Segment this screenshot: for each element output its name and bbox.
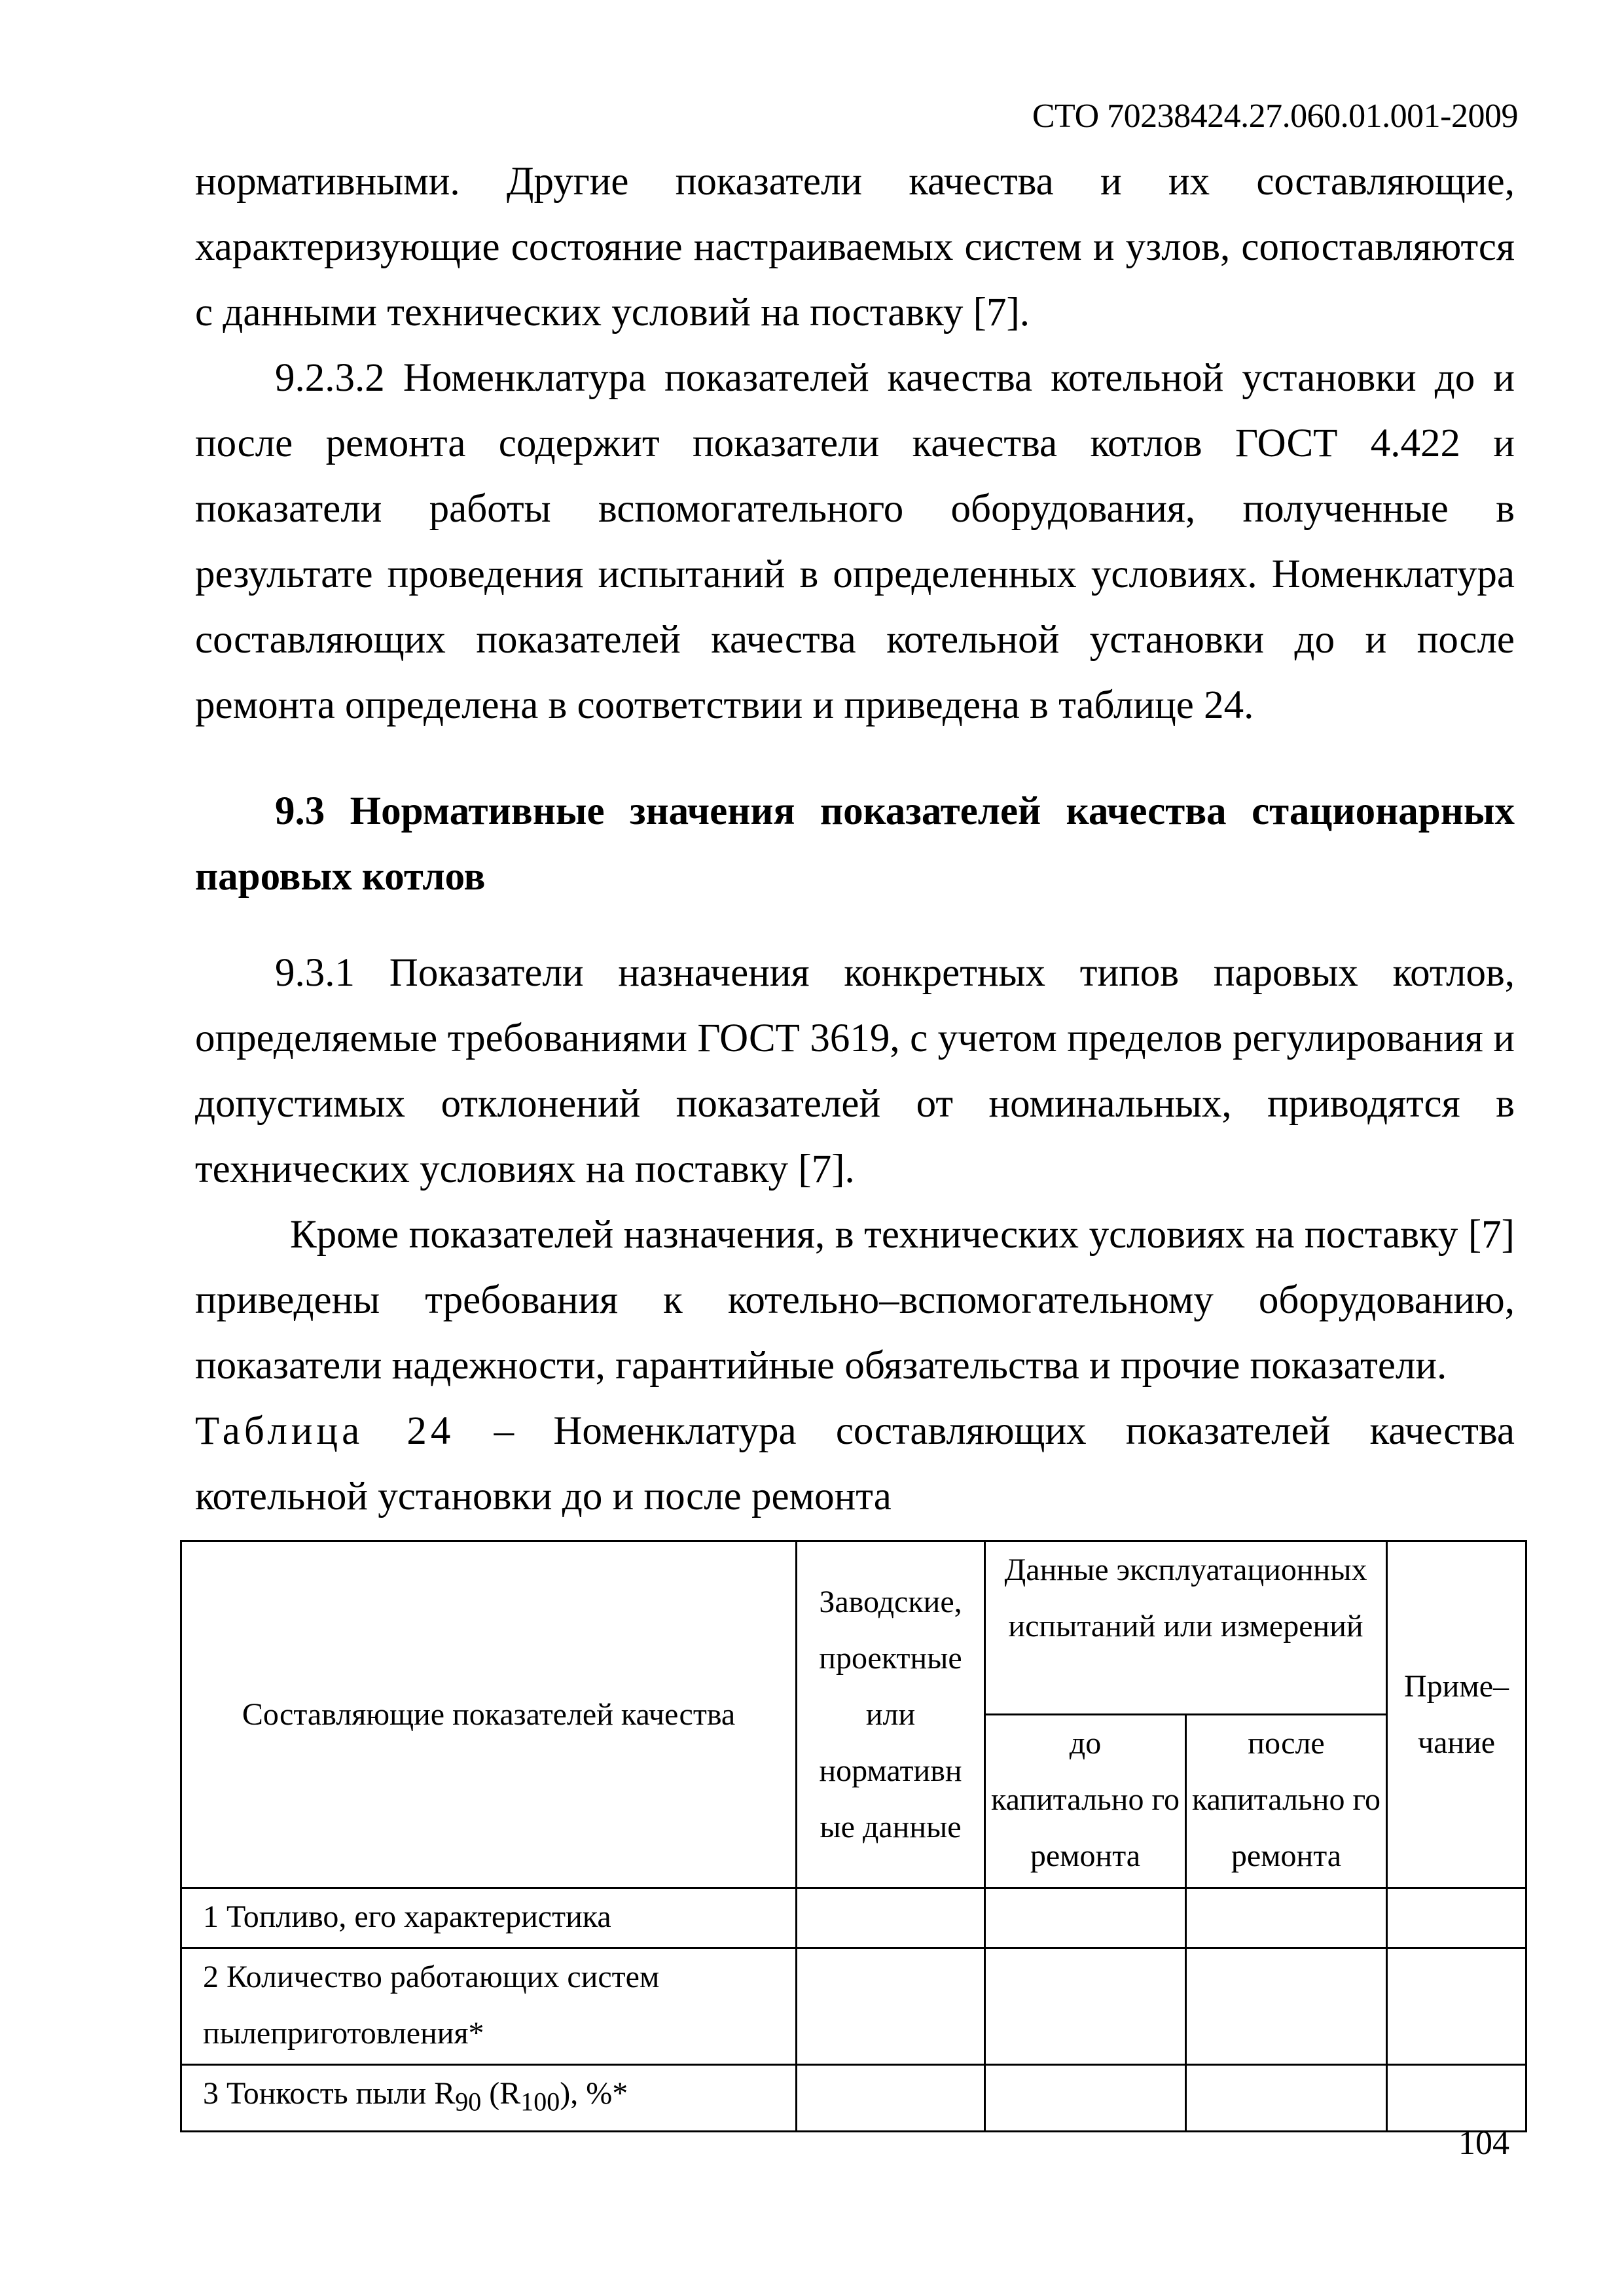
- header-factory-data: Заводские, проектные или нормативн ые данные: [797, 1541, 985, 1888]
- table-cell: [797, 2065, 985, 2132]
- row-label-pulverizing-systems: 2 Количество работающих систем пылеприготовления*: [181, 1948, 797, 2065]
- dust-fineness-sub-90: 90: [455, 2087, 482, 2117]
- table-cell: [985, 1948, 1186, 2065]
- body-text-top: [195, 149, 1515, 738]
- table-cell: [1186, 2065, 1387, 2132]
- dust-fineness-sub-100: 100: [520, 2087, 560, 2117]
- table-cell: [985, 1888, 1186, 1948]
- table-caption-label: Таблица 24: [195, 1409, 455, 1453]
- table-cell: [1387, 1948, 1526, 2065]
- paragraph-9-3-1: 9.3.1 Показатели назначения конкретных типов паровых котлов, определяемые требованиями ГОСТ 3619, с учетом пределов регулирования и допустимых отклонений показателей от номинальных, приводятся в технических условиях на поставку [7].: [195, 951, 1515, 1191]
- paragraph-9-2-3-2: 9.2.3.2 Номенклатура показателей качества котельной установки до и после ремонта содержит показатели качества котлов ГОСТ 4.422 и показатели работы вспомогательного оборудования, полученные в результате проведения испытаний в определенных условиях. Номенклатура составляющих показателей качества котельной установки до и после ремонта определена в соответствии и приведена в таблице 24.: [195, 356, 1515, 727]
- table-cell: [1387, 1888, 1526, 1948]
- section-heading-9-3: 9.3 Нормативные значения показателей качества стационарных паровых котлов: [195, 789, 1515, 899]
- header-before-repair: до капитально го ремонта: [985, 1715, 1186, 1888]
- dust-fineness-suffix: ), %*: [560, 2076, 628, 2111]
- table-header-row: [181, 1541, 1526, 1715]
- body-text-bottom: [195, 941, 1515, 1399]
- header-note: Приме– чание: [1387, 1541, 1526, 1888]
- table-cell: [1186, 1888, 1387, 1948]
- header-after-repair: после капитально го ремонта: [1186, 1715, 1387, 1888]
- paragraph-additional-requirements: Кроме показателей назначения, в технических условиях на поставку [7] приведены требования к котельно–вспомогательному оборудованию, показатели надежности, гарантийные обязательства и прочие показатели.: [195, 1213, 1515, 1388]
- table-cell: [1186, 1948, 1387, 2065]
- page-number: 104: [1458, 2125, 1509, 2162]
- table-cell: [797, 1888, 985, 1948]
- table-cell: [1387, 2065, 1526, 2132]
- table-row: [181, 2065, 1526, 2132]
- quality-indicators-table: [180, 1540, 1527, 2132]
- document-code-header: СТО 70238424.27.060.01.001-2009: [1032, 98, 1518, 135]
- dust-fineness-mid: (R: [481, 2076, 521, 2111]
- header-operational-tests: Данные эксплуатационных испытаний или измерений: [985, 1541, 1387, 1715]
- header-components: Составляющие показателей качества: [181, 1541, 797, 1888]
- table-caption: [195, 1399, 1515, 1530]
- table-cell: [797, 1948, 985, 2065]
- row-label-dust-fineness: [181, 2065, 797, 2132]
- table-row: [181, 1948, 1526, 2065]
- table-caption-text: – Номенклатура составляющих показателей качества котельной установки до и после ремонта: [195, 1409, 1515, 1518]
- table-cell: [985, 2065, 1186, 2132]
- dust-fineness-prefix: 3 Тонкость пыли R: [203, 2076, 456, 2111]
- table-row: [181, 1888, 1526, 1948]
- paragraph-continuation: нормативными. Другие показатели качества и их составляющие, характеризующие состояние настраиваемых систем и узлов, сопоставляются с данными технических условий на поставку [7].: [195, 160, 1515, 334]
- row-label-fuel: 1 Топливо, его характеристика: [181, 1888, 797, 1948]
